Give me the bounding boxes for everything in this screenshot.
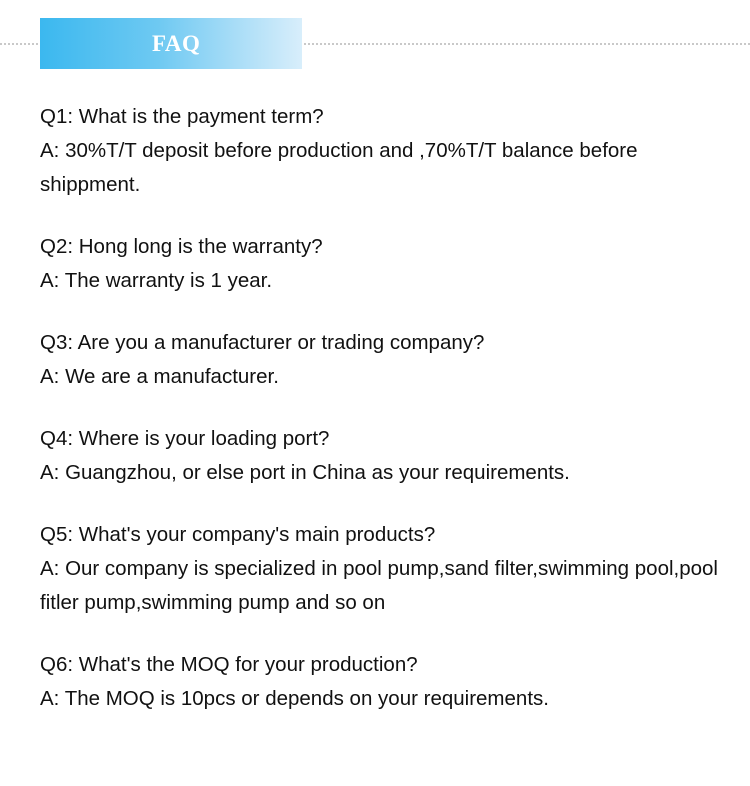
- faq-answer: A: The warranty is 1 year.: [40, 269, 273, 292]
- faq-answer: A: Our company is specialized in pool pump,sand filter,swimming pool,pool fitler pump,swimming pump and so on: [40, 557, 724, 614]
- faq-question: Q2: Hong long is the warranty?: [40, 235, 323, 258]
- faq-item: [40, 230, 720, 298]
- faq-banner: [40, 18, 302, 69]
- faq-answer: A: Guangzhou, or else port in China as your requirements.: [40, 461, 570, 484]
- page-title: FAQ: [152, 30, 201, 56]
- faq-item: [40, 100, 720, 202]
- faq-item: [40, 518, 724, 620]
- faq-question: Q6: What's the MOQ for your production?: [40, 653, 418, 676]
- faq-answer: A: The MOQ is 10pcs or depends on your requirements.: [40, 687, 549, 710]
- faq-item: [40, 422, 720, 490]
- faq-question: Q5: What's your company's main products?: [40, 523, 436, 546]
- faq-question: Q1: What is the payment term?: [40, 105, 324, 128]
- faq-question: Q3: Are you a manufacturer or trading company?: [40, 331, 485, 354]
- faq-item: [40, 326, 720, 394]
- faq-question: Q4: Where is your loading port?: [40, 427, 330, 450]
- faq-item: [40, 648, 720, 716]
- faq-list: [40, 100, 724, 716]
- faq-answer: A: 30%T/T deposit before production and ,70%T/T balance before shippment.: [40, 139, 644, 196]
- faq-answer: A: We are a manufacturer.: [40, 365, 279, 388]
